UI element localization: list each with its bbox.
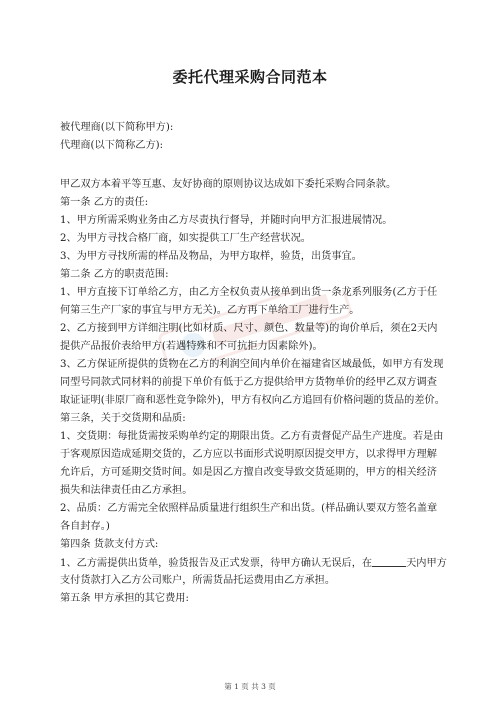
- article-3-item-2-line-2: 各自封存。): [60, 521, 110, 532]
- article-2-item-1-line-2: 何第三生产厂家的事宜与甲方无关)。乙方再下单给工厂进行生产。: [60, 305, 360, 316]
- article-3-item-2-line-1: 2、品质：乙方需完全依照样品质量进行组织生产和出货。(样品确认要双方签名盖章: [60, 503, 438, 514]
- article-1-item-3: 3、为甲方寻找所需的样品及物品，为甲方取样，验货，出货事宜。: [60, 251, 362, 262]
- article-3-item-1-line-4: 损失和法律责任由乙方承担。: [60, 485, 193, 496]
- party-a-line: 被代理商(以下简称甲方):: [60, 122, 174, 133]
- article-4-item-1-line-1: [60, 556, 460, 571]
- article-1-heading: 第一条 乙方的责任:: [60, 197, 149, 208]
- article-2-heading: 第二条 乙方的职责范围:: [60, 269, 169, 280]
- article-3-item-1-line-2: 于客观原因造成延期交货的，乙方应以书面形式说明原因提交甲方，以求得甲方理解: [60, 449, 437, 460]
- article-2-item-2-line-1: 2、乙方接到甲方详细注明(比如材质、尺寸、颜色、数量等)的询价单后，须在2天内: [60, 323, 438, 334]
- article-1-item-2: 2、为甲方寻找合格厂商，如实提供工厂生产经营状况。: [60, 233, 311, 244]
- article-4-heading: 第四条 货款支付方式:: [60, 539, 159, 550]
- article-3-heading: 第三条，关于交货期和品质:: [60, 413, 186, 424]
- article-2-item-1-line-1: 1、甲方直接下订单给乙方，由乙方全权负责从接单到出货一条龙系列服务(乙方于任: [60, 287, 438, 298]
- article-4-item-1-text-b: 天内甲方: [406, 558, 447, 569]
- article-2-item-2-line-2: 提供产品报价表给甲方(若遇特殊和不可抗拒力因素除外)。: [60, 341, 323, 352]
- article-3-item-1-line-1: 1、交货期：每批货需按采购单约定的期限出货。乙方有责督促产品生产进度。若是由: [60, 431, 444, 442]
- article-5-heading: 第五条 甲方承担的其它费用:: [60, 593, 189, 604]
- document-title: 委托代理采购合同范本: [172, 68, 328, 86]
- article-4-item-1-line-2: 支付货款打入乙方公司账户，所需货品托运费用由乙方承担。: [60, 575, 336, 586]
- party-b-line: 代理商(以下简称乙方):: [60, 140, 164, 151]
- blank-underline: [372, 556, 406, 567]
- page-footer: 第 1 页 共 3 页: [224, 682, 276, 691]
- article-4-item-1-text-a: 1、乙方需提供出货单，验货报告及正式发票，待甲方确认无误后，在: [60, 558, 373, 569]
- article-3-item-1-line-3: 允许后，方可延期交货时间。如是因乙方擅自改变导致交货延期的，甲方的相关经济: [60, 467, 437, 478]
- article-2-item-3-line-3: 取证证明(非原厂商和恶性竞争除外)，甲方有权向乙方追回有价格问题的货品的差价。: [60, 395, 445, 406]
- article-2-item-3-line-2: 同型号同款式同材料的前提下单价有低于乙方提供给甲方货物单价的经甲乙双方调查: [60, 377, 437, 388]
- article-2-item-3-line-1: 3、乙方保证所提供的货物在乙方的利润空间内单价在福建省区域最低，如甲方有发现: [60, 359, 444, 370]
- article-1-item-1: 1、甲方所需采购业务由乙方尽责执行督导，并随时向甲方汇报进展情况。: [60, 215, 393, 226]
- intro-paragraph: 甲乙双方本着平等互惠、友好协商的原则协议达成如下委托采购合同条款。: [60, 179, 397, 190]
